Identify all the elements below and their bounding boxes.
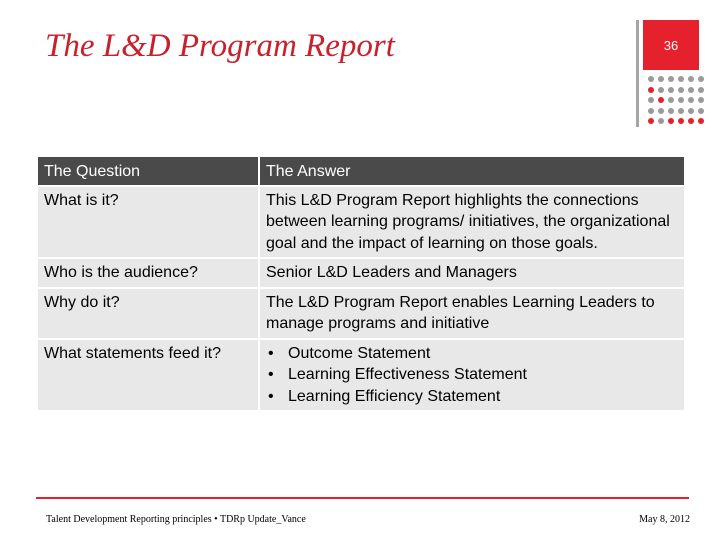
decorative-dot (668, 118, 674, 124)
decorative-dot (648, 118, 654, 124)
footer-date: May 8, 2012 (639, 514, 690, 525)
decorative-dot (678, 97, 684, 103)
decorative-dot (658, 76, 664, 82)
header-question: The Question (37, 156, 259, 186)
decorative-dot (658, 87, 664, 93)
decorative-dot (678, 87, 684, 93)
decorative-dot (658, 97, 664, 103)
decorative-dot (668, 87, 674, 93)
decorative-dot (688, 76, 694, 82)
footer-text: Talent Development Reporting principles • TDRp Update_Vance (46, 514, 306, 525)
list-item: • Outcome Statement (266, 343, 678, 365)
table-row (37, 339, 685, 412)
list-item: • Learning Efficiency Statement (266, 386, 678, 408)
decorative-dot (698, 108, 704, 114)
qa-table (36, 155, 686, 412)
statement-list (266, 343, 678, 408)
page-number: 36 (663, 37, 679, 53)
answer-cell: Senior L&D Leaders and Managers (259, 258, 685, 288)
table-row (37, 288, 685, 339)
answer-cell (259, 339, 685, 412)
decorative-dot (648, 87, 654, 93)
question-cell: Why do it? (37, 288, 259, 339)
decorative-dot (688, 118, 694, 124)
answer-cell: This L&D Program Report highlights the connections between learning programs/ initiatives, the organizational goal and the impact of learning on those goals. (259, 186, 685, 259)
decorative-dot (698, 97, 704, 103)
decorative-dot (698, 118, 704, 124)
decorative-dot (658, 108, 664, 114)
decorative-dot (668, 108, 674, 114)
decorative-dot (698, 87, 704, 93)
question-cell: Who is the audience? (37, 258, 259, 288)
table-header-row (37, 156, 685, 186)
table-row (37, 258, 685, 288)
decorative-dot-grid (648, 76, 708, 128)
question-cell: What statements feed it? (37, 339, 259, 412)
answer-cell: The L&D Program Report enables Learning Leaders to manage programs and initiative (259, 288, 685, 339)
decorative-dot (698, 76, 704, 82)
decorative-vertical-rule (636, 20, 639, 127)
decorative-dot (678, 118, 684, 124)
decorative-dot (648, 76, 654, 82)
decorative-dot (688, 87, 694, 93)
decorative-dot (658, 118, 664, 124)
header-answer: The Answer (259, 156, 685, 186)
table-row (37, 186, 685, 259)
decorative-dot (668, 97, 674, 103)
decorative-dot (668, 76, 674, 82)
page-number-badge (643, 20, 699, 70)
decorative-dot (648, 108, 654, 114)
decorative-dot (678, 76, 684, 82)
decorative-dot (678, 108, 684, 114)
decorative-dot (688, 108, 694, 114)
question-cell: What is it? (37, 186, 259, 259)
footer-divider (36, 497, 689, 499)
decorative-dot (648, 97, 654, 103)
list-item: • Learning Effectiveness Statement (266, 364, 678, 386)
decorative-dot (688, 97, 694, 103)
slide-title: The L&D Program Report (45, 28, 395, 64)
